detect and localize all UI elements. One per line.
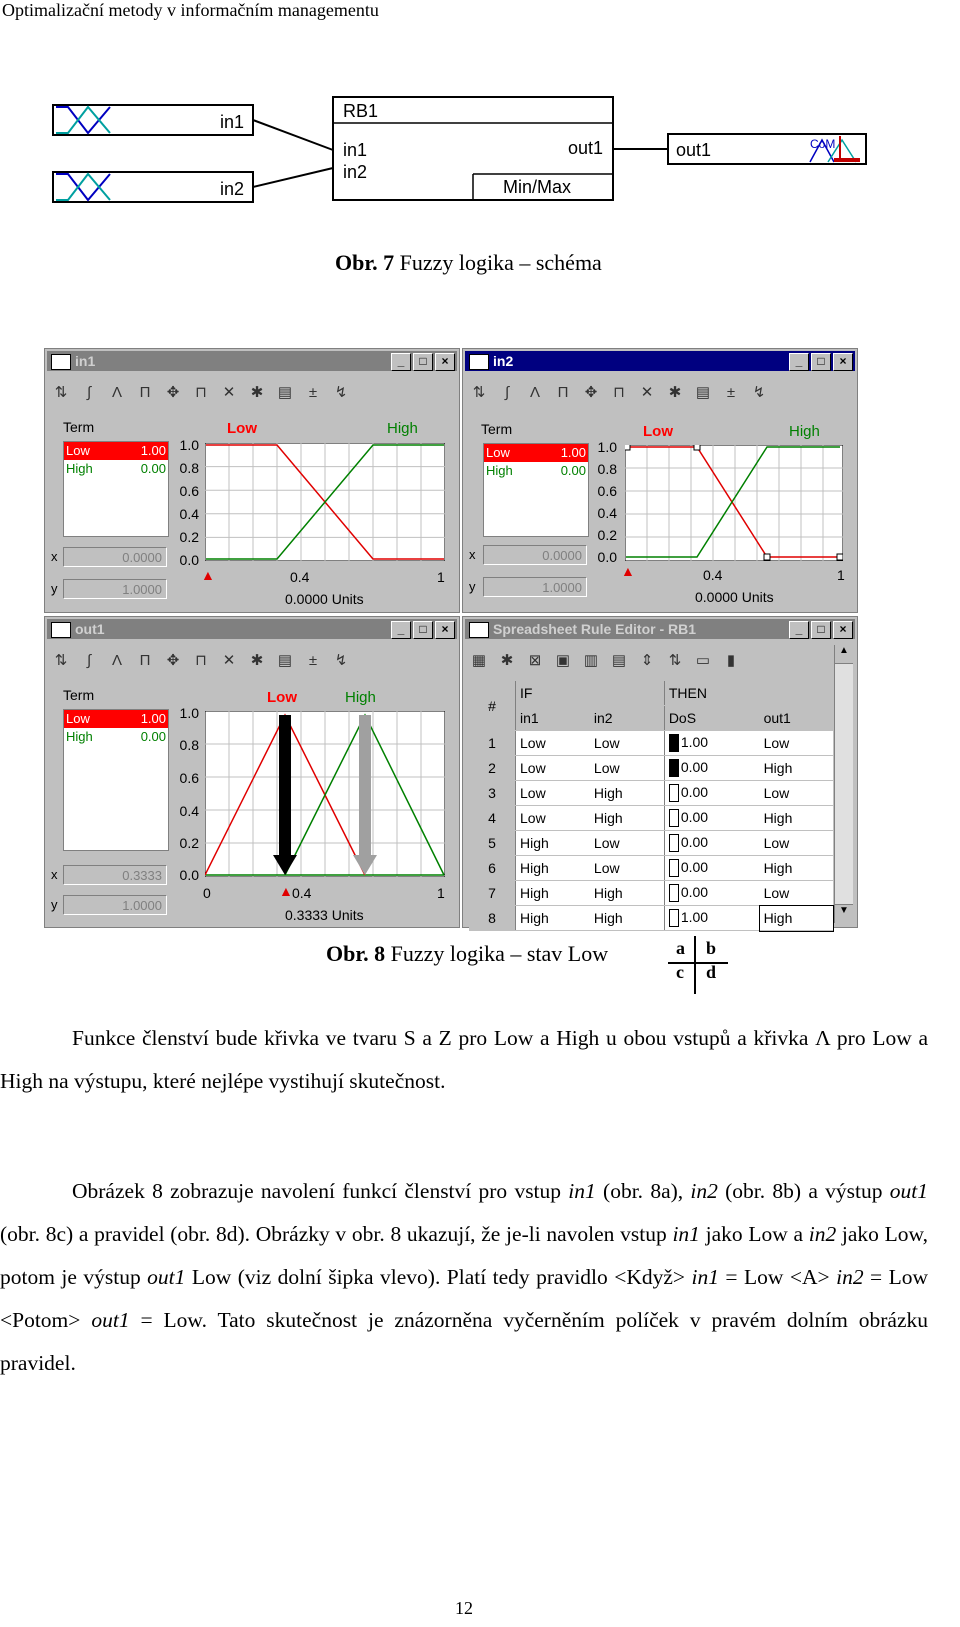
y-tick: 0.2: [179, 529, 199, 545]
col-header-out1: out1: [760, 706, 833, 731]
paragraph-2: Obrázek 8 zobrazuje navolení funkcí členství pro vstup in1 (obr. 8a), in2 (obr. 8b) a výstup out1 (obr. 8c) a pravidel (obr. 8d). Obrázky v obr. 8 ukazují, že je-li navolen vstup in1 jako Low a in2 jako Low, potom je výstup out1 Low (viz dolní šipka vlevo). Platí tedy pravidlo <Když> in1 = Low <A> in2 = Low <Potom> out1 = Low. Tato skutečnost je znázorněna vyčerněním políček v pravém dolním obrázku pravidel.: [0, 1179, 929, 1375]
y-tick: 0.4: [597, 505, 617, 521]
x-label: x: [51, 867, 58, 882]
y-tick: 0.0: [179, 552, 199, 568]
y-tick: 1.0: [597, 439, 617, 455]
marker-arrow-icon[interactable]: ▲: [201, 567, 215, 583]
delete-icon[interactable]: ⊠: [528, 652, 542, 669]
table-row[interactable]: 8 High High 1.00 High: [469, 906, 833, 931]
x-value-field[interactable]: 0.3333: [63, 865, 167, 885]
s-shape-icon[interactable]: ∫: [504, 384, 510, 401]
term-list[interactable]: [483, 443, 589, 537]
toolbar-rules: [467, 645, 833, 677]
lambda-icon[interactable]: Λ: [111, 652, 123, 669]
plus-minus-icon[interactable]: ±: [726, 384, 736, 401]
term-row-high[interactable]: High 0.00: [66, 729, 166, 744]
mf-icon: [469, 354, 489, 370]
dos-empty-icon: [669, 909, 679, 927]
term-row-low[interactable]: Low 1.00: [66, 443, 166, 458]
figure-7-caption: Obr. 7 Fuzzy logika – schéma: [335, 250, 602, 275]
compute-icon[interactable]: ↯: [334, 652, 348, 669]
y-tick: 0.8: [597, 461, 617, 477]
arrow-tool-icon[interactable]: ⇅: [54, 652, 68, 669]
dos-empty-icon: [669, 834, 679, 852]
then-header: THEN: [664, 681, 759, 706]
s-shape-icon[interactable]: ∫: [86, 652, 92, 669]
move-icon[interactable]: ✥: [166, 652, 180, 669]
wizard-icon[interactable]: ✱: [500, 652, 514, 669]
col-header-dos: DoS: [664, 706, 759, 731]
col-header-hash: #: [469, 681, 516, 731]
close-button[interactable]: ×: [833, 621, 853, 639]
term-row-low[interactable]: Low 1.00: [66, 711, 166, 726]
scroll-up-icon[interactable]: ▲: [835, 645, 853, 664]
svg-text:in2: in2: [343, 162, 368, 182]
close-button[interactable]: ×: [833, 353, 853, 371]
move-icon[interactable]: ✥: [166, 384, 180, 401]
y-tick: 0.6: [179, 770, 199, 786]
low-curve-label: Low: [227, 420, 257, 437]
y-tick: 0.8: [179, 460, 199, 476]
x-tick: 0: [203, 885, 211, 901]
titlebar-out1[interactable]: out1 _ □ ×: [47, 619, 457, 639]
x-tick: 1: [837, 567, 845, 583]
y-tick: 0.2: [597, 527, 617, 543]
pi-icon[interactable]: Π: [139, 384, 151, 401]
col-header-in1: in1: [516, 706, 590, 731]
svg-text:out1: out1: [676, 140, 712, 160]
table-row[interactable]: 4 Low High 0.00 High: [469, 806, 833, 831]
doc-icon[interactable]: ▤: [277, 384, 293, 401]
term-label: Term: [481, 421, 513, 437]
paste-icon[interactable]: ▤: [611, 652, 627, 669]
x-tick: 1: [437, 885, 445, 901]
y-value-field[interactable]: 1.0000: [63, 895, 167, 915]
maximize-button[interactable]: □: [811, 621, 831, 639]
wizard-icon[interactable]: ✱: [250, 652, 264, 669]
pi-icon[interactable]: Π: [139, 652, 151, 669]
range-icon[interactable]: ⊓: [195, 384, 207, 401]
y-tick: 0.6: [179, 483, 199, 499]
mf-icon: [51, 622, 71, 638]
dos-filled-icon: [669, 759, 679, 777]
window-rule-editor[interactable]: [462, 616, 858, 928]
y-tick: 1.0: [179, 705, 199, 721]
dos-icon[interactable]: ▣: [555, 652, 571, 669]
sort-updown-icon[interactable]: ⇕: [640, 652, 654, 669]
low-curve-label: Low: [267, 689, 297, 706]
units-readout: 0.3333 Units: [285, 907, 364, 923]
svg-text:in1: in1: [343, 140, 368, 160]
high-curve-label: High: [345, 689, 376, 706]
doc-icon[interactable]: ▤: [277, 652, 293, 669]
svg-text:CoM: CoM: [810, 137, 836, 151]
window-in1[interactable]: [44, 348, 460, 613]
term-list[interactable]: [63, 441, 169, 537]
scroll-down-icon[interactable]: ▼: [835, 904, 853, 923]
svg-text:RB1: RB1: [343, 101, 379, 121]
svg-text:Min/Max: Min/Max: [503, 177, 572, 197]
figure-8-caption: Obr. 8 Fuzzy logika – stav Low: [326, 941, 609, 966]
x-tick: 0.4: [292, 885, 312, 901]
plus-minus-icon[interactable]: ±: [308, 652, 318, 669]
bar-chart-icon[interactable]: ▮: [726, 652, 736, 669]
doc-icon[interactable]: ▤: [695, 384, 711, 401]
y-value-field[interactable]: 1.0000: [483, 577, 587, 597]
sort-icon[interactable]: ⇅: [668, 652, 682, 669]
term-label: Term: [63, 687, 95, 703]
x-label: x: [51, 549, 58, 564]
compute-icon[interactable]: ↯: [752, 384, 766, 401]
x-value-field[interactable]: 0.0000: [63, 547, 167, 567]
running-header: Optimalizační metody v informačním managementu: [2, 0, 379, 20]
y-tick: 0.4: [179, 803, 199, 819]
compute-icon[interactable]: ↯: [334, 384, 348, 401]
term-row-high[interactable]: High 0.00: [486, 463, 586, 478]
toolbar-out1: [49, 645, 455, 677]
x-tick: 0.4: [703, 567, 723, 583]
maximize-button[interactable]: □: [413, 621, 433, 639]
close-button[interactable]: ×: [435, 353, 455, 371]
toolbar-in2: [467, 377, 853, 409]
high-curve-label: High: [387, 420, 418, 437]
table-row[interactable]: 1 Low Low 1.00 Low: [469, 731, 833, 756]
col-header-in2: in2: [590, 706, 664, 731]
x-value-field[interactable]: 0.0000: [483, 545, 587, 565]
titlebar-rule-editor[interactable]: Spreadsheet Rule Editor - RB1 _ □ ×: [465, 619, 855, 639]
y-label: y: [51, 897, 58, 912]
paragraph-1: Funkce členství bude křivka ve tvaru S a Z pro Low a High u obou vstupů a křivka Λ pro Low a High na výstupu, které nejlépe vystihují skutečnost.: [0, 1026, 928, 1093]
svg-text:out1: out1: [568, 138, 604, 158]
lambda-icon[interactable]: Λ: [111, 384, 123, 401]
table-icon: [469, 622, 489, 638]
pi-icon[interactable]: Π: [557, 384, 569, 401]
s-shape-icon[interactable]: ∫: [86, 384, 92, 401]
copy-icon[interactable]: ▥: [583, 652, 599, 669]
term-row-low[interactable]: Low 1.00: [486, 445, 586, 460]
membership-plot-out1[interactable]: [205, 711, 445, 877]
close-button[interactable]: ×: [435, 621, 455, 639]
mf-icon: [51, 354, 71, 370]
lambda-icon[interactable]: Λ: [529, 384, 541, 401]
arrow-tool-icon[interactable]: ⇅: [472, 384, 486, 401]
low-curve-label: Low: [643, 423, 673, 440]
move-icon[interactable]: ✥: [584, 384, 598, 401]
table-row[interactable]: 6 High Low 0.00 High: [469, 856, 833, 881]
y-tick: 0.6: [597, 483, 617, 499]
units-readout: 0.0000 Units: [695, 589, 774, 605]
in1-label: in1: [220, 112, 245, 132]
minimize-button[interactable]: _: [391, 621, 411, 639]
units-readout: 0.0000 Units: [285, 591, 364, 607]
subfigure-key: a b c d: [668, 936, 728, 996]
dos-empty-icon: [669, 809, 679, 827]
window-out1[interactable]: [44, 616, 460, 928]
dos-empty-icon: [669, 859, 679, 877]
high-curve-label: High: [789, 423, 820, 440]
x-tick: 0.4: [290, 569, 310, 585]
y-tick: 0.4: [179, 506, 199, 522]
y-tick: 0.2: [179, 835, 199, 851]
term-list[interactable]: [63, 709, 169, 851]
rule-block-rb1: [333, 97, 613, 200]
y-value-field[interactable]: 1.0000: [63, 579, 167, 599]
membership-plot-in2[interactable]: [625, 445, 843, 561]
minimize-button[interactable]: _: [391, 353, 411, 371]
y-tick: 1.0: [179, 437, 199, 453]
marker-arrow-icon[interactable]: ▲: [621, 563, 635, 579]
overlap-icon[interactable]: ✕: [640, 384, 654, 401]
arrow-tool-icon[interactable]: ⇅: [54, 384, 68, 401]
y-label: y: [469, 579, 476, 594]
output-block-out1: [668, 134, 866, 164]
marker-arrow-icon[interactable]: ▲: [279, 883, 293, 899]
table-row[interactable]: 2 Low Low 0.00 High: [469, 756, 833, 781]
x-label: x: [469, 547, 476, 562]
term-label: Term: [63, 419, 95, 435]
in2-label: in2: [220, 179, 245, 199]
input-block-in2: [53, 172, 253, 202]
wizard-icon[interactable]: ✱: [668, 384, 682, 401]
table-row[interactable]: 7 High High 0.00 Low: [469, 881, 833, 906]
grid-icon[interactable]: ▦: [471, 652, 487, 669]
overlap-icon[interactable]: ✕: [222, 384, 236, 401]
toolbar-in1: [49, 377, 455, 409]
if-header: IF: [516, 681, 590, 706]
fuzzy-schema-diagram: [50, 92, 880, 207]
wizard-icon[interactable]: ✱: [250, 384, 264, 401]
titlebar-in1[interactable]: in1 _ □ ×: [47, 351, 457, 371]
plus-minus-icon[interactable]: ±: [308, 384, 318, 401]
term-row-high[interactable]: High 0.00: [66, 461, 166, 476]
dos-empty-icon: [669, 884, 679, 902]
range-icon[interactable]: ⊓: [195, 652, 207, 669]
maximize-button[interactable]: □: [413, 353, 433, 371]
matrix-icon[interactable]: ▭: [695, 652, 711, 669]
input-block-in1: [53, 105, 253, 135]
maximize-button[interactable]: □: [811, 353, 831, 371]
minimize-button[interactable]: _: [789, 353, 809, 371]
dos-empty-icon: [669, 784, 679, 802]
vertical-scrollbar[interactable]: [834, 645, 853, 923]
y-tick: 0.8: [179, 737, 199, 753]
titlebar-in2[interactable]: in2 _ □ ×: [465, 351, 855, 371]
x-tick: 1: [437, 569, 445, 585]
y-label: y: [51, 581, 58, 596]
minimize-button[interactable]: _: [789, 621, 809, 639]
table-row[interactable]: 5 High Low 0.00 Low: [469, 831, 833, 856]
y-tick: 0.0: [179, 867, 199, 883]
table-row[interactable]: 3 Low High 0.00 Low: [469, 781, 833, 806]
overlap-icon[interactable]: ✕: [222, 652, 236, 669]
y-tick: 0.0: [597, 549, 617, 565]
membership-plot-in1[interactable]: [205, 443, 445, 561]
range-icon[interactable]: ⊓: [613, 384, 625, 401]
dos-filled-icon: [669, 734, 679, 752]
window-in2[interactable]: [462, 348, 858, 613]
page-number: 12: [455, 1598, 473, 1618]
rule-table[interactable]: [469, 681, 833, 931]
